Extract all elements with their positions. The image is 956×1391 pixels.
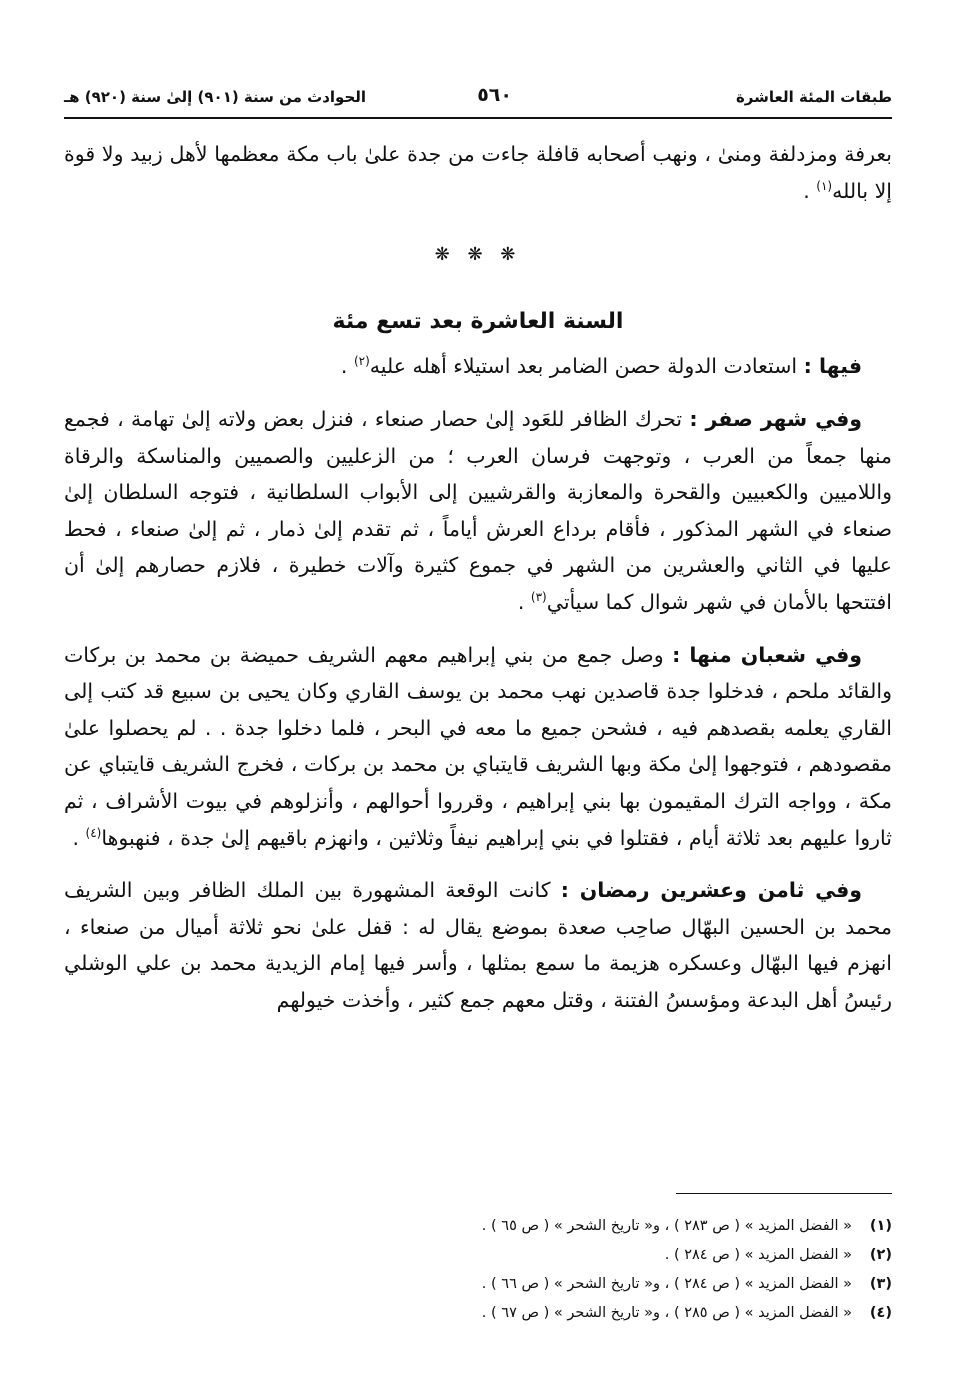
footnote-rule	[676, 1193, 892, 1194]
page-number: ٥٦٠	[477, 84, 512, 106]
paragraph-text: وصل جمع من بني إبراهيم معهم الشريف حميضة بن محمد بن بركات والقائد ملحم ، فدخلوا جدة قاصدين نهب محمد بن يوسف القاري وكان يحيى بن سبيع قد كتب إلى القاري يعلمه بقصدهم فيه ، فشحن جميع ما معه في البحر ، فلما دخلوا جدة . . لم يحصلوا علىٰ مقصودهم ، فتوجهوا إلىٰ مكة وبها الشريف قايتباي بن محمد بن بركات ، فخرج الشريف قايتباي عن مكة ، وواجه الترك المقيمون بها بني إبراهيم ، وقرروا أحوالهم ، وأنزلوهم في بيوت الأشراف ، ثم ثاروا عليهم بعد ثلاثة أيام ، فقتلوا في بني إبراهيم نيفاً وثلاثين ، وانهزم باقيهم إلىٰ جدة ، فنهبوها	[64, 642, 892, 850]
footnote-ref: (٢)	[353, 354, 370, 369]
paragraph-end: .	[803, 178, 817, 203]
paragraph-lead: وفي ثامن وعشرين رمضان :	[560, 878, 862, 903]
footnote-text: « الفضل المزيد » ( ص ٢٨٤ ) .	[664, 1247, 852, 1263]
paragraph-end: .	[72, 825, 86, 850]
paragraph-ramadan	[64, 872, 892, 1018]
paragraph-text: تحرك الظافر للعَود إلىٰ حصار صنعاء ، فنزل بعض ولاته إلىٰ تهامة ، فجمع منها جمعاً من العرب ، وتوجهت فرسان العرب ؛ من الزعليين والصميين والمناسكة والرقاة واللاميين والكعبيين والقحرة والمعازبة والقرشيين إلى الأبواب السلطانية ، فتوجه السلطان إلىٰ صنعاء في الشهر المذكور ، فأقام برداع العرش أياماً ، ثم تقدم إلىٰ ذمار ، ثم إلىٰ صنعاء ، فحط عليها في الثاني والعشرين من الشهر في جموع كثيرة وآلات خطيرة ، فلازم حصارهم إلىٰ أن افتتحها بالأمان في شهر شوال كما سيأتي	[64, 406, 892, 614]
footnote-text: « الفضل المزيد » ( ص ٢٨٥ ) ، و« تاريخ الشحر » ( ص ٦٧ ) .	[481, 1305, 852, 1321]
section-separator: ❋ ❋ ❋	[434, 244, 522, 266]
footnote	[64, 1212, 892, 1241]
section-range: الحوادث من سنة (٩٠١) إلىٰ سنة (٩٢٠) هـ	[64, 88, 367, 106]
paragraph-end: .	[517, 589, 531, 614]
footnote-number: (٣)	[869, 1276, 892, 1292]
footnote-number: (١)	[869, 1218, 892, 1234]
footnotes	[64, 1212, 892, 1328]
continuation-paragraph	[64, 136, 892, 209]
footnote	[64, 1270, 892, 1299]
intro-paragraph	[64, 348, 892, 385]
footnote-text: « الفضل المزيد » ( ص ٢٨٤ ) ، و« تاريخ الشحر » ( ص ٦٦ ) .	[481, 1276, 852, 1292]
section-title: السنة العاشرة بعد تسع مئة	[332, 308, 624, 334]
running-header	[64, 84, 892, 114]
header-rule	[64, 117, 892, 119]
footnote-ref: (٤)	[85, 825, 102, 840]
footnote-ref: (١)	[816, 178, 833, 193]
footnote-number: (٢)	[869, 1247, 892, 1263]
intro-text: استعادت الدولة حصن الضامر بعد استيلاء أهله عليه	[369, 354, 804, 379]
paragraph-lead: وفي شعبان منها :	[672, 642, 862, 667]
paragraph-end: .	[340, 354, 354, 379]
footnote-ref: (٣)	[530, 590, 547, 605]
paragraph-lead: فيها :	[803, 354, 862, 379]
continuation-text: بعرفة ومزدلفة ومنىٰ ، ونهب أصحابه قافلة جاءت من جدة علىٰ باب مكة معظمها لأهل زبيد ولا قوة إلا بالله	[64, 142, 892, 203]
book-title: طبقات المئة العاشرة	[735, 88, 892, 106]
paragraph-shaban	[64, 637, 892, 857]
footnote-text: « الفضل المزيد » ( ص ٢٨٣ ) ، و« تاريخ الشحر » ( ص ٦٥ ) .	[481, 1218, 852, 1234]
footnote-number: (٤)	[869, 1305, 892, 1321]
paragraph-text: كانت الوقعة المشهورة بين الملك الظافر وبين الشريف محمد بن الحسين البهّال صاحِب صعدة بموضع يقال له : قفل علىٰ نحو ثلاثة أميال من صنعاء ، انهزم فيها البهّال وعسكره هزيمة ما سمع بمثلها ، وأسر فيها إمام الزيدية محمد بن علي الوشلي رئيسُ أهل البدعة ومؤسسُ الفتنة ، وقتل معهم جمع كثير ، وأخذت خيولهم	[64, 878, 892, 1012]
main-text	[64, 136, 892, 1018]
paragraph-lead: وفي شهر صفر :	[689, 406, 862, 431]
paragraph-safar	[64, 401, 892, 621]
footnote	[64, 1299, 892, 1328]
footnote	[64, 1241, 892, 1270]
